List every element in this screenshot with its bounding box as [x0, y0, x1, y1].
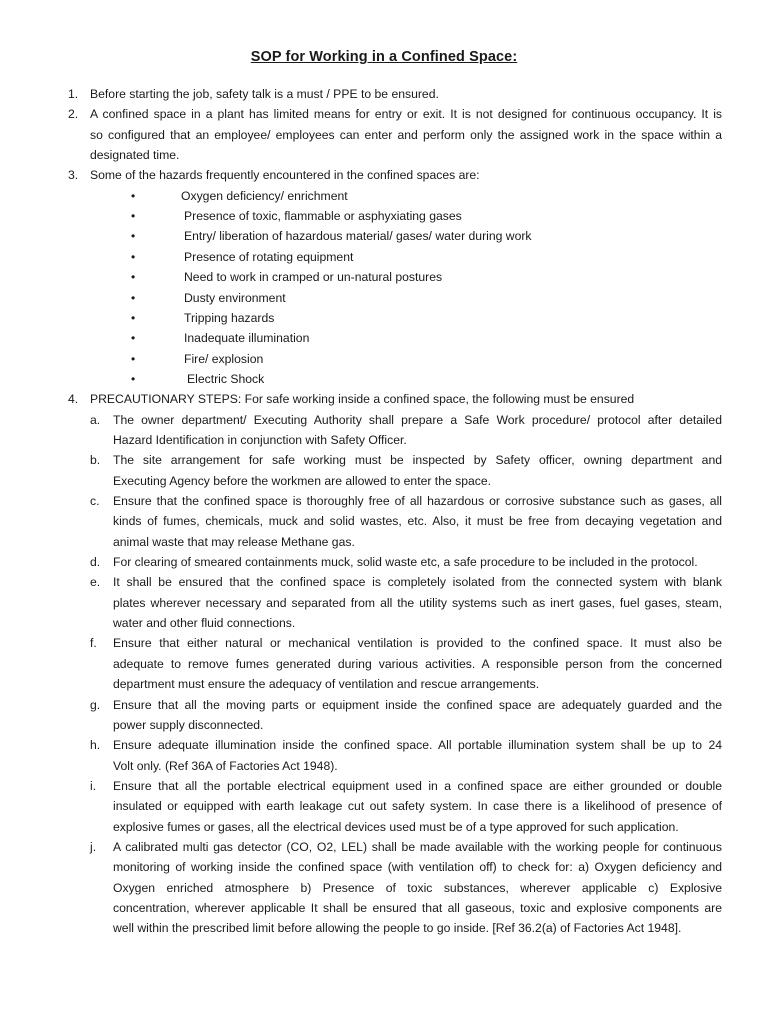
bullet-icon: • — [131, 270, 136, 285]
list-item-text: Before starting the job, safety talk is a must / PPE to be ensured. — [90, 87, 439, 101]
step-text: department must ensure the adequacy of ventilation and rescue arrangements. — [113, 677, 540, 692]
step-text: Ensure adequate illumination inside the confined space. All portable illumination system shall be up to 24 — [113, 738, 722, 753]
step-text: The owner department/ Executing Authority shall prepare a Safe Work procedure/ protocol after detailed — [113, 412, 722, 427]
step-text: kinds of fumes, chemicals, muck and solid wastes, etc. Also, it must be free from decaying vegetation and — [113, 514, 722, 529]
bullet-icon: • — [131, 351, 136, 366]
page-title: SOP for Working in a Confined Space: — [250, 49, 518, 65]
step-letter: b. — [90, 453, 101, 468]
step-text: Ensure that the confined space is thoroughly free of all hazardous or corrosive substance such as gases, all — [113, 494, 722, 508]
step-letter: e. — [90, 575, 101, 590]
hazard-item: Presence of toxic, flammable or asphyxiating gases — [184, 209, 462, 224]
bullet-icon: • — [131, 188, 136, 203]
step-letter: j. — [90, 839, 97, 854]
list-item-text: A confined space in a plant has limited means for entry or exit. It is not designed for continuous occupancy. It is — [90, 107, 722, 122]
list-item-text: so configured that an employee/ employees can enter and perform only the assigned work in the space within a — [90, 127, 722, 142]
step-text: explosive fumes or gases, all the electrical devices used must be of a type approved for such application. — [113, 819, 679, 834]
step-text: power supply disconnected. — [113, 717, 264, 732]
step-letter: f. — [90, 636, 97, 651]
step-text: animal waste that may release Methane gas. — [113, 534, 355, 549]
step-text: monitoring of working inside the confined space (with ventilation off) to check for: a) Oxygen deficiency and — [113, 860, 722, 875]
hazard-item: Inadequate illumination — [184, 331, 310, 346]
step-letter: i. — [90, 778, 97, 793]
bullet-icon: • — [131, 249, 136, 264]
hazard-item: Presence of rotating equipment — [184, 249, 354, 264]
step-text: Ensure that all the moving parts or equipment inside the confined space are adequately guarded and the — [113, 697, 722, 712]
step-letter: d. — [90, 555, 101, 570]
step-letter: g. — [90, 697, 101, 712]
step-text: Volt only. (Ref 36A of Factories Act 1948). — [113, 758, 338, 773]
step-text: For clearing of smeared containments muck, solid waste etc, a safe procedure to be included in the protocol. — [113, 555, 698, 570]
step-letter: c. — [90, 494, 100, 508]
bullet-icon: • — [131, 229, 136, 244]
step-text: Hazard Identification in conjunction with Safety Officer. — [113, 432, 407, 447]
hazard-item: Dusty environment — [184, 290, 286, 305]
hazard-item: Tripping hazards — [184, 310, 275, 325]
step-text: well within the prescribed limit before allowing the people to go inside. [Ref 36.2(a) of Factories Act 1948]. — [113, 921, 682, 936]
hazard-item: Need to work in cramped or un-natural postures — [184, 270, 443, 285]
list-item-text: designated time. — [90, 148, 180, 163]
step-text: Ensure that either natural or mechanical ventilation is provided to the confined space. It must also be — [113, 636, 722, 651]
step-text: Oxygen enriched atmosphere b) Presence of toxic substances, wherever applicable c) Explosive — [113, 880, 722, 895]
bullet-icon: • — [131, 371, 136, 386]
hazard-item: Electric Shock — [187, 371, 265, 386]
bullet-icon: • — [131, 310, 136, 325]
step-text: plates wherever necessary and separated from all the utility systems such as inert gases, fuel gases, steam, — [113, 595, 722, 610]
step-letter: h. — [90, 738, 101, 753]
list-number: 1. — [68, 87, 79, 101]
step-text: The site arrangement for safe working must be inspected by Safety officer, owning department and — [113, 453, 722, 468]
hazard-item: Entry/ liberation of hazardous material/ gases/ water during work — [184, 229, 532, 244]
step-letter: a. — [90, 412, 101, 427]
list-item-text: PRECAUTIONARY STEPS: For safe working inside a confined space, the following must be ensured — [90, 392, 635, 407]
step-text: insulated or equipped with earth leakage cut out safety system. In case there is a likelihood of presence of — [113, 799, 722, 814]
step-text: adequate to remove fumes generated during various activities. A responsible person from the concerned — [113, 656, 722, 671]
bullet-icon: • — [131, 331, 136, 346]
list-number: 3. — [68, 168, 79, 183]
step-text: A calibrated multi gas detector (CO, O2, LEL) shall be made available with the working people for continuous — [113, 839, 722, 854]
list-number: 2. — [68, 107, 79, 122]
list-item-text: Some of the hazards frequently encountered in the confined spaces are: — [90, 168, 480, 183]
bullet-icon: • — [131, 209, 136, 224]
step-text: Executing Agency before the workmen are allowed to enter the space. — [113, 473, 492, 488]
step-text: concentration, wherever applicable It shall be ensured that all gaseous, toxic and explosive components are — [113, 901, 722, 915]
step-text: It shall be ensured that the confined space is completely isolated from the connected system with blank — [113, 575, 722, 590]
hazard-item: Fire/ explosion — [184, 351, 264, 366]
step-text: Ensure that all the portable electrical equipment used in a confined space are either grounded or double — [113, 778, 722, 793]
list-number: 4. — [68, 392, 79, 407]
bullet-icon: • — [131, 290, 136, 305]
step-text: water and other fluid connections. — [113, 616, 296, 631]
hazard-item: Oxygen deficiency/ enrichment — [181, 188, 348, 203]
